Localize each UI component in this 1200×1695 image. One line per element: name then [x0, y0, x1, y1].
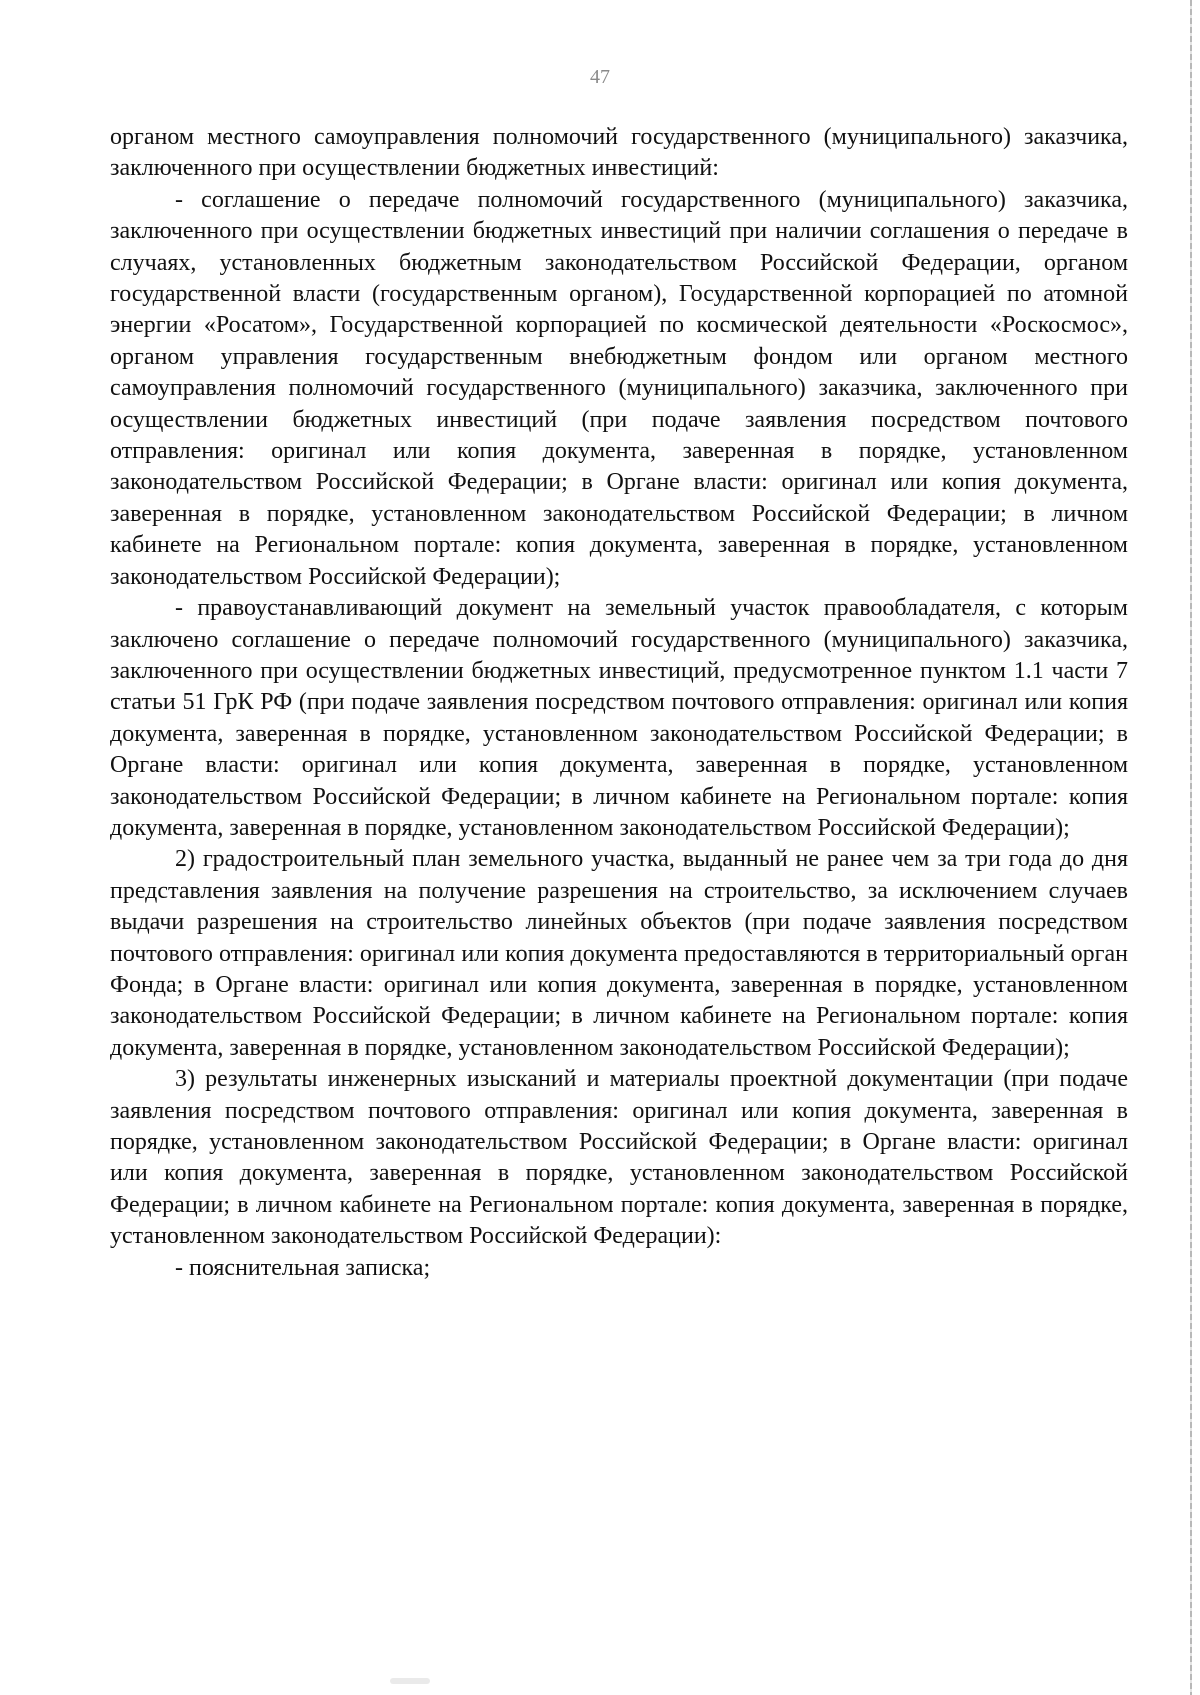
scan-smudge	[390, 1678, 430, 1684]
page-number: 47	[590, 66, 610, 88]
paragraph-engineering-results: 3) результаты инженерных изысканий и материалы проектной документации (при подаче заявления посредством почтового отправления: оригинал или копия документа, заверенная в порядке, установленном законодательством Российской Федерации; в Органе власти: оригинал или копия документа, заверенная в порядке, установленном законодательством Российской Федерации; в личном кабинете на Региональном портале: копия документа, заверенная в порядке, установленном законодательством Российской Федерации):	[110, 1066, 1128, 1250]
scan-edge-border	[1190, 0, 1192, 1695]
paragraph-explanatory-note: - пояснительная записка;	[175, 1254, 431, 1281]
paragraph-agreement-transfer: - соглашение о передаче полномочий государственного (муниципального) заказчика, заключенного при осуществлении бюджетных инвестиций при наличии соглашения о передаче в случаях, установленных бюджетным законодательством Российской Федерации, органом государственной власти (государственным органом), Государственной корпорацией по атомной энергии «Росатом», Государственной корпорацией по космической деятельности «Роскосмос», органом управления государственным внебюджетным фондом или органом местного самоуправления полномочий государственного (муниципального) заказчика, заключенного при осуществлении бюджетных инвестиций (при подаче заявления посредством почтового отправления: оригинал или копия документа, заверенная в порядке, установленном законодательством Российской Федерации; в Органе власти: оригинал или копия документа, заверенная в порядке, установленном законодательством Российской Федерации; в личном кабинете на Региональном портале: копия документа, заверенная в порядке, установленном законодательством Российской Федерации);	[110, 186, 1128, 590]
paragraph-title-document: - правоустанавливающий документ на земельный участок правообладателя, с которым заключено соглашение о передаче полномочий государственного (муниципального) заказчика, заключенного при осуществлении бюджетных инвестиций, предусмотренное пунктом 1.1 части 7 статьи 51 ГрК РФ (при подаче заявления посредством почтового отправления: оригинал или копия документа, заверенная в порядке, установленном законодательством Российской Федерации; в Органе власти: оригинал или копия документа, заверенная в порядке, установленном законодательством Российской Федерации; в личном кабинете на Региональном портале: копия документа, заверенная в порядке, установленном законодательством Российской Федерации);	[110, 595, 1128, 841]
paragraph-urban-plan: 2) градостроительный план земельного участка, выданный не ранее чем за три года до дня представления заявления на получение разрешения на строительство, за исключением случаев выдачи разрешения на строительство линейных объектов (при подаче заявления посредством почтового отправления: оригинал или копия документа предоставляются в территориальный орган Фонда; в Органе власти: оригинал или копия документа, заверенная в порядке, установленном законодательством Российской Федерации; в личном кабинете на Региональном портале: копия документа, заверенная в порядке, установленном законодательством Российской Федерации);	[110, 846, 1128, 1061]
paragraph-continuation: органом местного самоуправления полномочий государственного (муниципального) заказчика, заключенного при осуществлении бюджетных инвестиций:	[110, 124, 1128, 182]
document-body	[110, 122, 1128, 1284]
